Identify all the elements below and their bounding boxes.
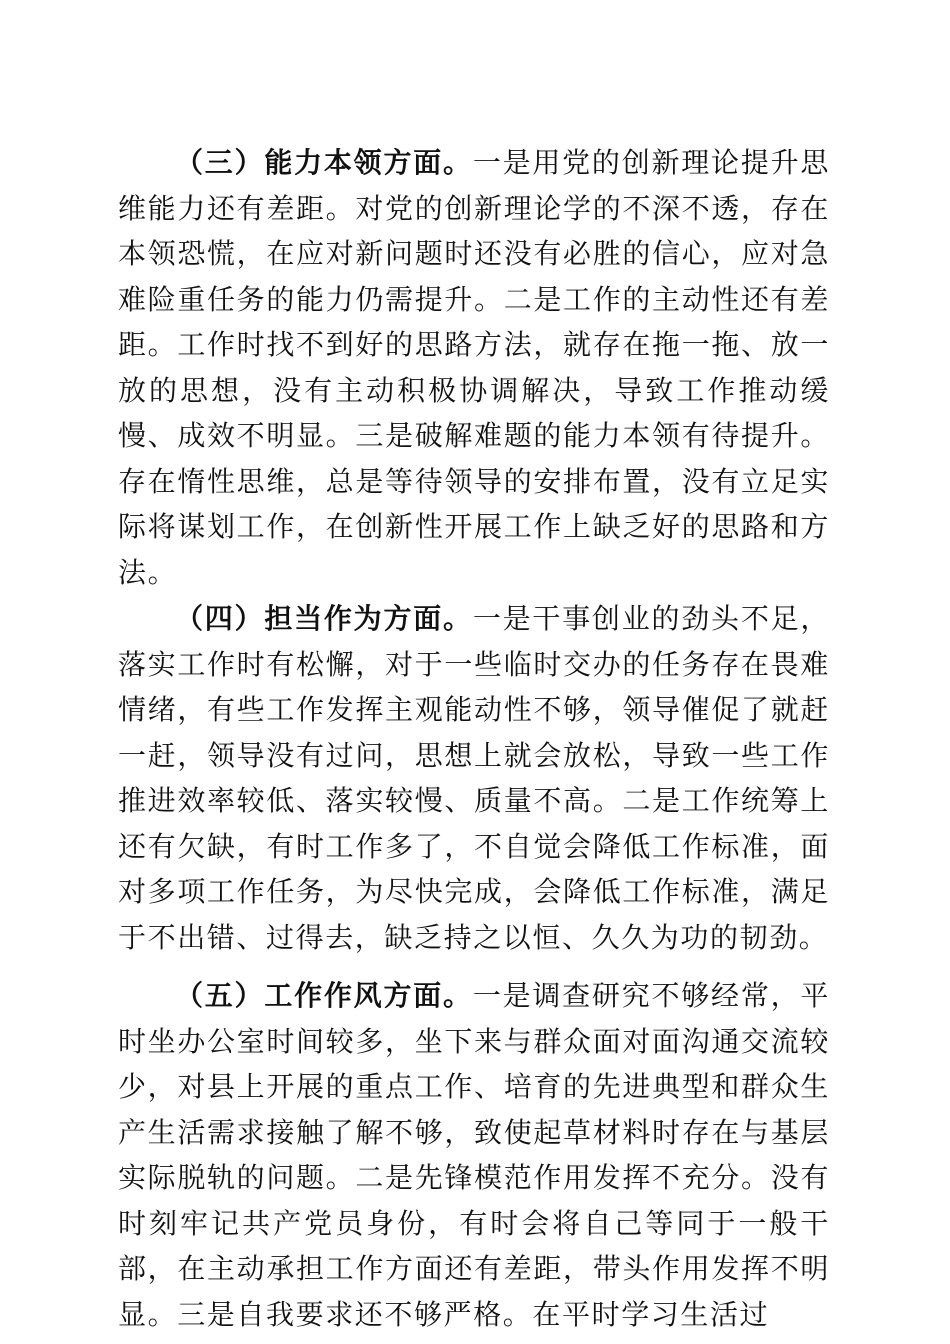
document-body [118,140,830,1337]
paragraph-ability [118,140,830,595]
section-text-work-style: 一是调查研究不够经常，平时坐办公室时间较多，坐下来与群众面对面沟通交流较少，对县上开展的重点工作、培育的先进典型和群众生产生活需求接触了解不够，致使起草材料时存在与基层实际脱轨的问题。二是先锋模范作用发挥不充分。没有时刻牢记共产党员身份，有时会将自己等同于一般干部，在主动承担工作方面还有差距，带头作用发挥不明显。三是自我要求还不够严格。在平时学习生活过 [118,979,830,1331]
paragraph-responsibility [118,596,830,960]
section-heading-work-style: （五）工作作风方面。 [175,979,473,1012]
section-text-responsibility: 一是干事创业的劲头不足，落实工作时有松懈，对于一些临时交办的任务存在畏难情绪，有些工作发挥主观能动性不够，领导催促了就赶一赶，领导没有过问，思想上就会放松，导致一些工作推进效率较低、落实较慢、质量不高。二是工作统筹上还有欠缺，有时工作多了，不自觉会降低工作标准，面对多项工作任务，为尽快完成，会降低工作标准，满足于不出错、过得去，缺乏持之以恒、久久为功的韧劲。 [118,602,830,954]
section-heading-responsibility: （四）担当作为方面。 [175,602,473,635]
paragraph-work-style [118,973,830,1337]
section-heading-ability: （三）能力本领方面。 [175,146,473,179]
section-text-ability: 一是用党的创新理论提升思维能力还有差距。对党的创新理论学的不深不透，存在本领恐慌，在应对新问题时还没有必胜的信心，应对急难险重任务的能力仍需提升。二是工作的主动性还有差距。工作时找不到好的思路方法，就存在拖一拖、放一放的思想，没有主动积极协调解决，导致工作推动缓慢、成效不明显。三是破解难题的能力本领有待提升。存在惰性思维，总是等待领导的安排布置，没有立足实际将谋划工作，在创新性开展工作上缺乏好的思路和方法。 [118,146,830,589]
